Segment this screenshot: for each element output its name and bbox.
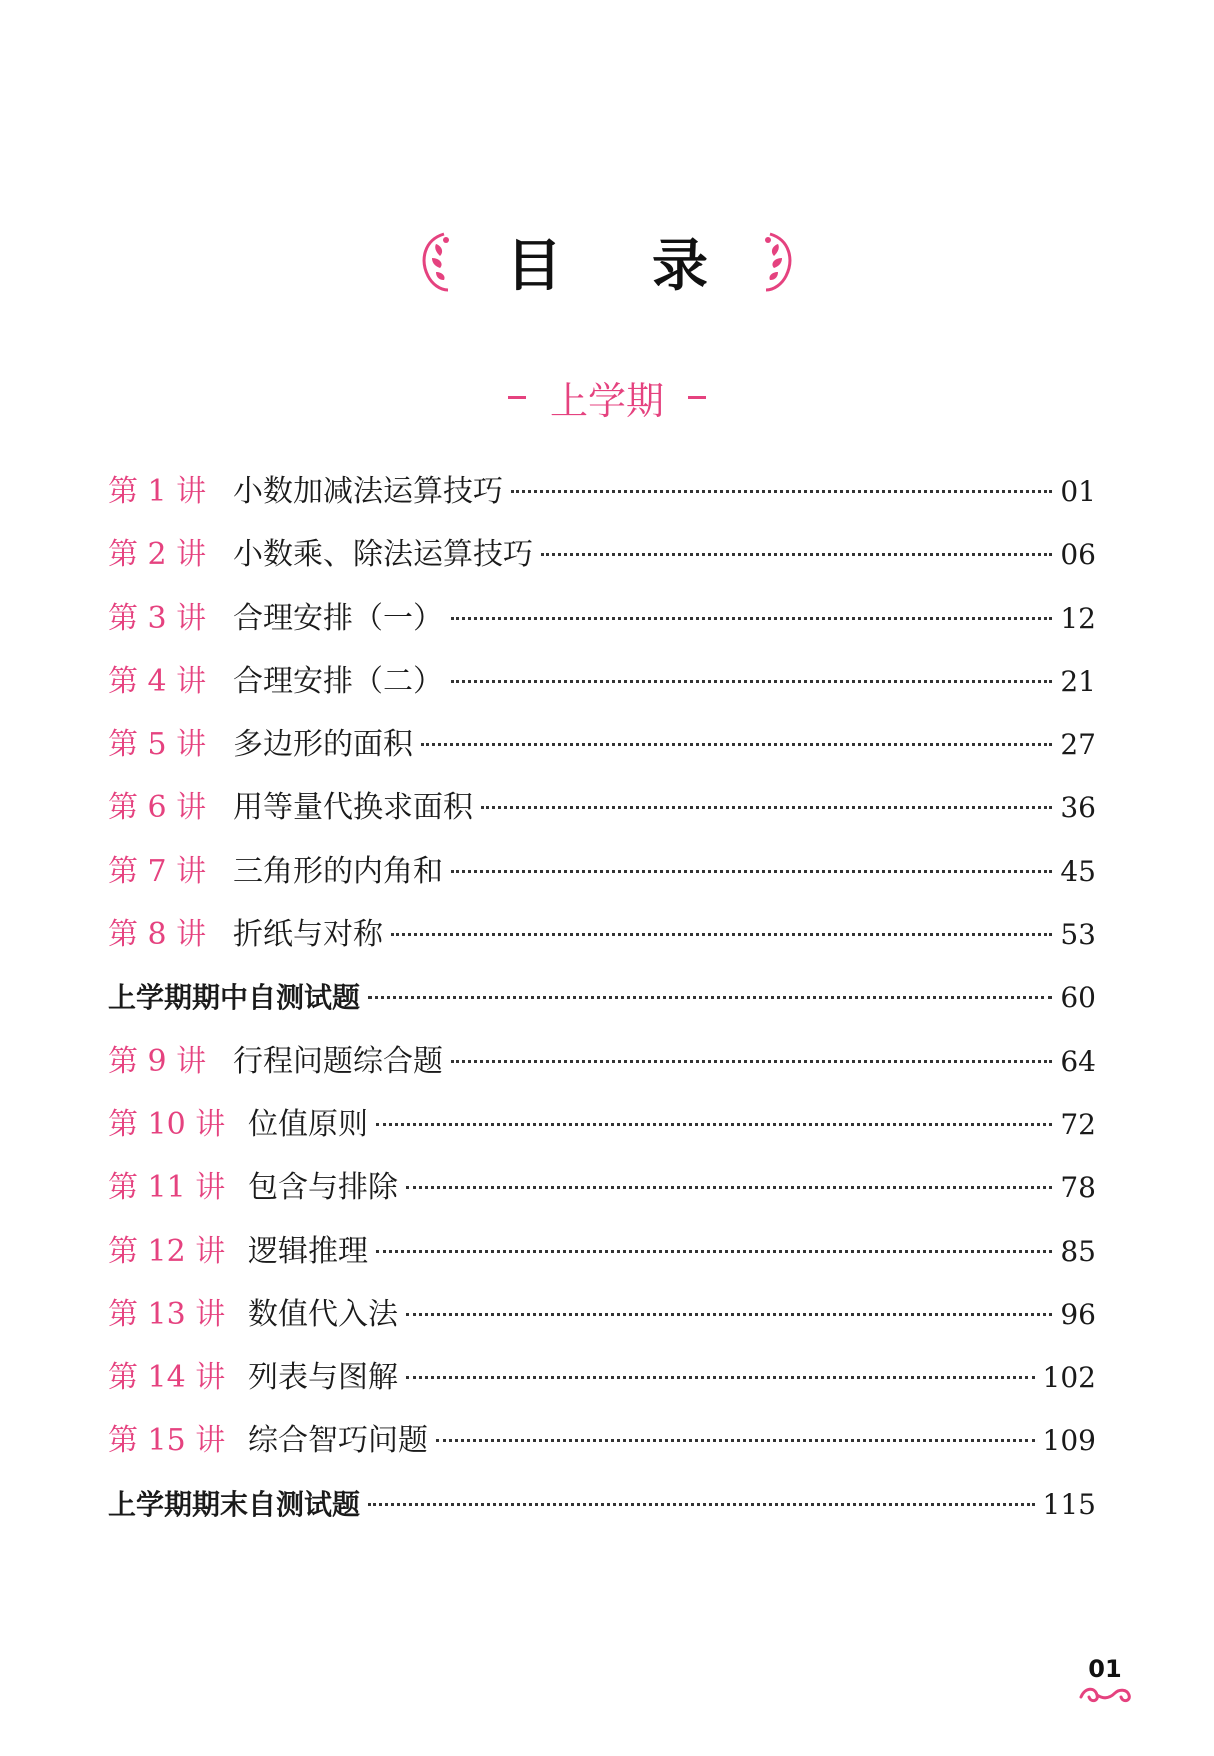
lecture-title: 包含与排除 [248,1170,398,1206]
lecture-title: 折纸与对称 [233,917,383,953]
section-heading [0,370,1214,425]
lecture-title: 逻辑推理 [248,1233,368,1269]
lecture-title: 综合智巧问题 [248,1423,428,1459]
dot-leader [451,870,1052,873]
floral-ornament-icon [756,230,800,294]
toc-entry[interactable] [108,1285,1096,1348]
lecture-title: 用等量代换求面积 [233,790,473,826]
toc-entry[interactable] [108,1222,1096,1285]
page-number: 01 [1088,1655,1122,1683]
swirl-ornament-icon [1077,1681,1133,1705]
toc-entry[interactable] [108,778,1096,841]
dot-leader [451,617,1052,620]
dash-right [688,396,706,399]
page-ref: 01 [1060,475,1096,508]
lecture-title: 多边形的面积 [233,727,413,763]
toc-header [0,222,1214,302]
lecture-title: 小数乘、除法运算技巧 [233,537,533,573]
dot-leader [481,806,1052,809]
page-ref: 64 [1060,1044,1096,1078]
page-ref: 06 [1060,538,1096,572]
dot-leader [376,1250,1052,1253]
lecture-number: 第 3 讲 [108,600,207,636]
toc-entry[interactable] [108,525,1096,588]
dot-leader [541,553,1052,556]
page-ref: 12 [1060,601,1096,635]
dot-leader [368,996,1052,999]
page-ref: 53 [1060,918,1096,952]
dot-leader [451,1060,1052,1063]
page-ref: 45 [1060,854,1096,888]
toc-entry[interactable] [108,589,1096,652]
lecture-number: 第 11 讲 [108,1170,226,1206]
lecture-title: 小数加减法运算技巧 [233,474,503,509]
toc-entry[interactable] [108,1095,1096,1158]
page-ref: 78 [1060,1171,1096,1205]
title-char-left: 目 [506,234,562,299]
toc-entry[interactable] [108,842,1096,905]
toc-entry[interactable] [108,462,1096,525]
toc-entry[interactable] [108,715,1096,778]
lecture-title: 数值代入法 [248,1296,398,1332]
dot-leader [376,1123,1052,1126]
toc-entry[interactable] [108,1411,1096,1474]
lecture-title: 行程问题综合题 [233,1043,443,1079]
page-ref: 102 [1042,1361,1096,1395]
toc-list [108,462,1096,1538]
lecture-title: 三角形的内角和 [233,853,443,889]
title-char-right: 录 [652,234,708,299]
dot-leader [511,490,1052,493]
toc-entry[interactable] [108,968,1096,1031]
lecture-title: 合理安排（一） [233,600,443,636]
lecture-number: 第 14 讲 [108,1360,226,1396]
page-ref: 27 [1060,728,1096,762]
dot-leader [406,1376,1035,1379]
page-ref: 115 [1042,1487,1096,1521]
lecture-number: 第 8 讲 [108,917,207,953]
page-ref: 21 [1060,664,1096,698]
floral-ornament-icon [414,230,458,294]
lecture-number: 第 1 讲 [108,474,207,509]
page-ref: 36 [1060,791,1096,825]
lecture-number: 第 5 讲 [108,727,207,763]
toc-entry[interactable] [108,1348,1096,1411]
lecture-number: 第 7 讲 [108,853,207,889]
dash-left [508,396,526,399]
page-ref: 60 [1060,981,1096,1015]
lecture-number: 第 6 讲 [108,790,207,826]
dot-leader [406,1186,1052,1189]
test-title: 上学期期末自测试题 [108,1487,361,1521]
page-title [506,222,708,302]
dot-leader [436,1439,1035,1442]
toc-entry[interactable] [108,652,1096,715]
lecture-title: 合理安排（二） [233,663,443,699]
lecture-number: 第 9 讲 [108,1043,207,1079]
dot-leader [406,1313,1052,1316]
test-title: 上学期期中自测试题 [108,981,361,1015]
lecture-title: 列表与图解 [248,1360,398,1396]
toc-entry[interactable] [108,1158,1096,1221]
page-folio [1075,1655,1135,1705]
lecture-number: 第 10 讲 [108,1106,226,1142]
dot-leader [368,1503,1035,1506]
page-ref: 109 [1042,1424,1096,1458]
dot-leader [391,933,1052,936]
lecture-number: 第 2 讲 [108,537,207,573]
dot-leader [451,680,1052,683]
toc-entry[interactable] [108,1475,1096,1538]
lecture-number: 第 13 讲 [108,1296,226,1332]
toc-entry[interactable] [108,1032,1096,1095]
lecture-title: 位值原则 [248,1106,368,1142]
toc-entry[interactable] [108,905,1096,968]
page-ref: 85 [1060,1234,1096,1268]
lecture-number: 第 15 讲 [108,1423,226,1459]
dot-leader [421,743,1052,746]
lecture-number: 第 12 讲 [108,1233,226,1269]
section-label: 上学期 [549,379,664,423]
page-ref: 96 [1060,1297,1096,1331]
page-ref: 72 [1060,1107,1096,1141]
lecture-number: 第 4 讲 [108,663,207,699]
